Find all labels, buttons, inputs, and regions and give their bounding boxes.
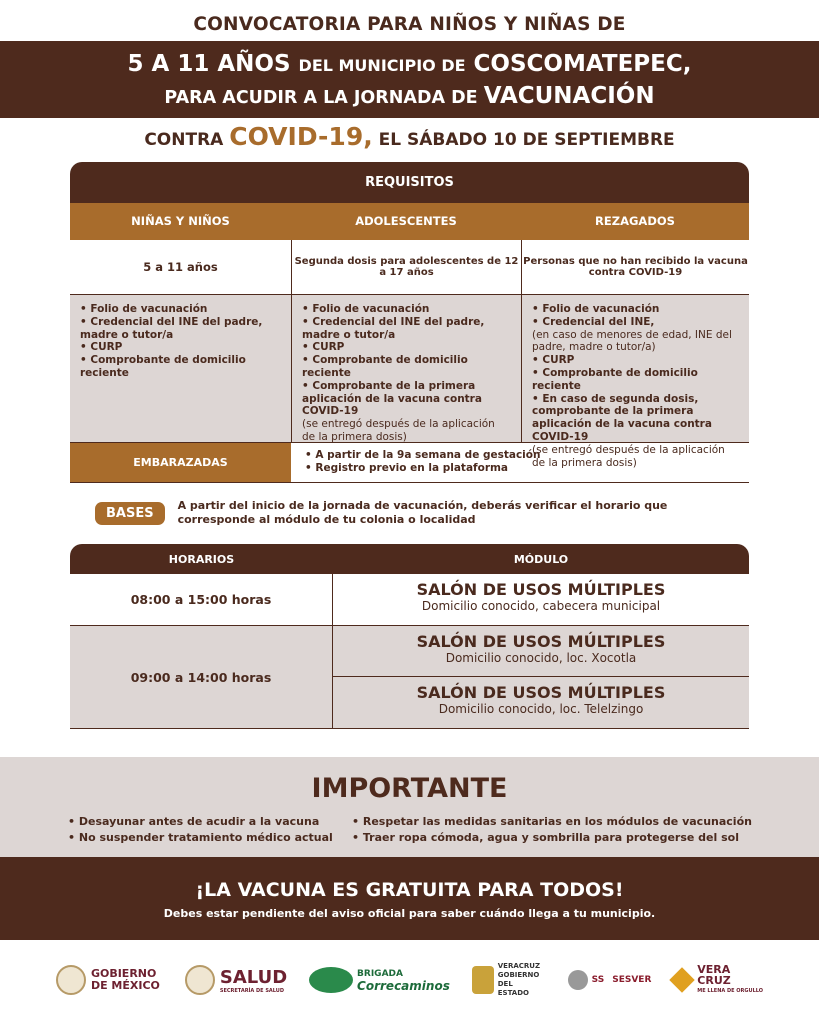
sub-rezagados: Personas que no han recibido la vacuna contra COVID-19: [521, 240, 749, 295]
header-line1: CONVOCATORIA PARA NIÑOS Y NIÑAS DE: [193, 14, 626, 35]
coat-of-arms-icon: [472, 966, 494, 994]
list-ninos: • Folio de vacunación • Credencial del INE del padre, madre o tutor/a • CURP • Comprobante de domicilio reciente: [70, 295, 291, 442]
modulo-item: SALÓN DE USOS MÚLTIPLES Domicilio conocido, cabecera municipal: [416, 580, 666, 613]
horarios-table: [70, 544, 749, 729]
brigada-correcaminos-logo: BRIGADA Correcaminos: [309, 967, 450, 993]
eagle-seal-icon: [185, 965, 215, 995]
vera-cruz-logo: VERA CRUZ ME LLENA DE ORGULLO: [673, 964, 763, 997]
sub-ninos: 5 a 11 años: [70, 240, 291, 295]
footer-sub: Debes estar pendiente del aviso oficial para saber cuándo llega a tu municipio.: [163, 907, 656, 920]
roadrunner-icon: [309, 967, 353, 993]
col-head-rezagados: REZAGADOS: [521, 203, 749, 240]
header-band: [0, 41, 819, 118]
star-icon: [670, 967, 695, 992]
horario-time: 09:00 a 14:00 horas: [70, 626, 333, 728]
modulo-col-label: MÓDULO: [513, 552, 569, 566]
logos-bar: [0, 955, 819, 1005]
col-head-ninos: NIÑAS Y NIÑOS: [70, 203, 291, 240]
horarios-col-label: HORARIOS: [168, 552, 235, 566]
embarazadas-items: • A partir de la 9a semana de gestación • Registro previo en la plataforma: [305, 449, 541, 474]
veracruz-gobierno-logo: VERACRUZ GOBIERNO DEL ESTADO: [472, 962, 546, 998]
importante-right-list: • Respetar las medidas sanitarias en los módulos de vacunación • Traer ropa cómoda, agua y sombrilla para protegerse del sol: [352, 815, 752, 844]
bases-text: A partir del inicio de la jornada de vacunación, deberás verificar el horario que corresponde al módulo de tu colonia o localidad: [177, 499, 668, 526]
horario-row: [70, 626, 749, 729]
header-line3: PARA ACUDIR A LA JORNADA DE VACUNACIÓN: [164, 83, 655, 109]
footer-main: ¡LA VACUNA ES GRATUITA PARA TODOS!: [195, 879, 624, 901]
requisitos-title: REQUISITOS: [70, 162, 749, 203]
modulo-item: SALÓN DE USOS MÚLTIPLES Domicilio conocido, loc. Telelzingo: [416, 683, 666, 716]
importante-section: [0, 757, 819, 857]
bases-tag: BASES: [95, 502, 165, 525]
salud-logo: SALUD SECRETARÍA DE SALUD: [185, 965, 287, 995]
horarios-header: [70, 544, 749, 574]
col-head-adolescentes: ADOLESCENTES: [291, 203, 521, 240]
requisitos-table: [70, 162, 749, 483]
footer-banner: [0, 857, 819, 940]
eagle-seal-icon: [56, 965, 86, 995]
ss-sesver-logo: SS SESVER: [568, 970, 652, 990]
list-rezagados: • Folio de vacunación • Credencial del INE, (en caso de menores de edad, INE del padre, madre o tutor/a) • CURP • Comprobante de domicilio reciente • En caso de segunda dosis, comprobante de la primera aplicación de la vacuna contra COVID-19 (se entregó después de la aplicación de la primera dosis): [521, 295, 749, 442]
importante-title: IMPORTANTE: [311, 773, 508, 804]
gobierno-mexico-logo: GOBIERNO DE MÉXICO: [56, 965, 163, 995]
horario-time: 08:00 a 15:00 horas: [70, 574, 333, 625]
embarazadas-label: EMBARAZADAS: [70, 443, 291, 482]
bases-note: [95, 499, 738, 527]
modulo-item: SALÓN DE USOS MÚLTIPLES Domicilio conocido, loc. Xocotla: [333, 626, 749, 677]
horario-row: [70, 574, 749, 626]
list-adolescentes: • Folio de vacunación • Credencial del INE del padre, madre o tutor/a • CURP • Comprobante de domicilio reciente • Comprobante de la primera aplicación de la vacuna contra COVID-19 (se entregó después de la aplicación de la primera dosis): [291, 295, 521, 442]
sub-adolescentes: Segunda dosis para adolescentes de 12 a 17 años: [291, 240, 521, 295]
header-line2: 5 A 11 AÑOS DEL MUNICIPIO DE COSCOMATEPEC,: [127, 51, 692, 77]
shield-icon: [568, 970, 588, 990]
importante-left-list: • Desayunar antes de acudir a la vacuna • No suspender tratamiento médico actual: [68, 815, 333, 844]
header-line4: CONTRA COVID-19, EL SÁBADO 10 DE SEPTIEMBRE: [144, 122, 675, 151]
